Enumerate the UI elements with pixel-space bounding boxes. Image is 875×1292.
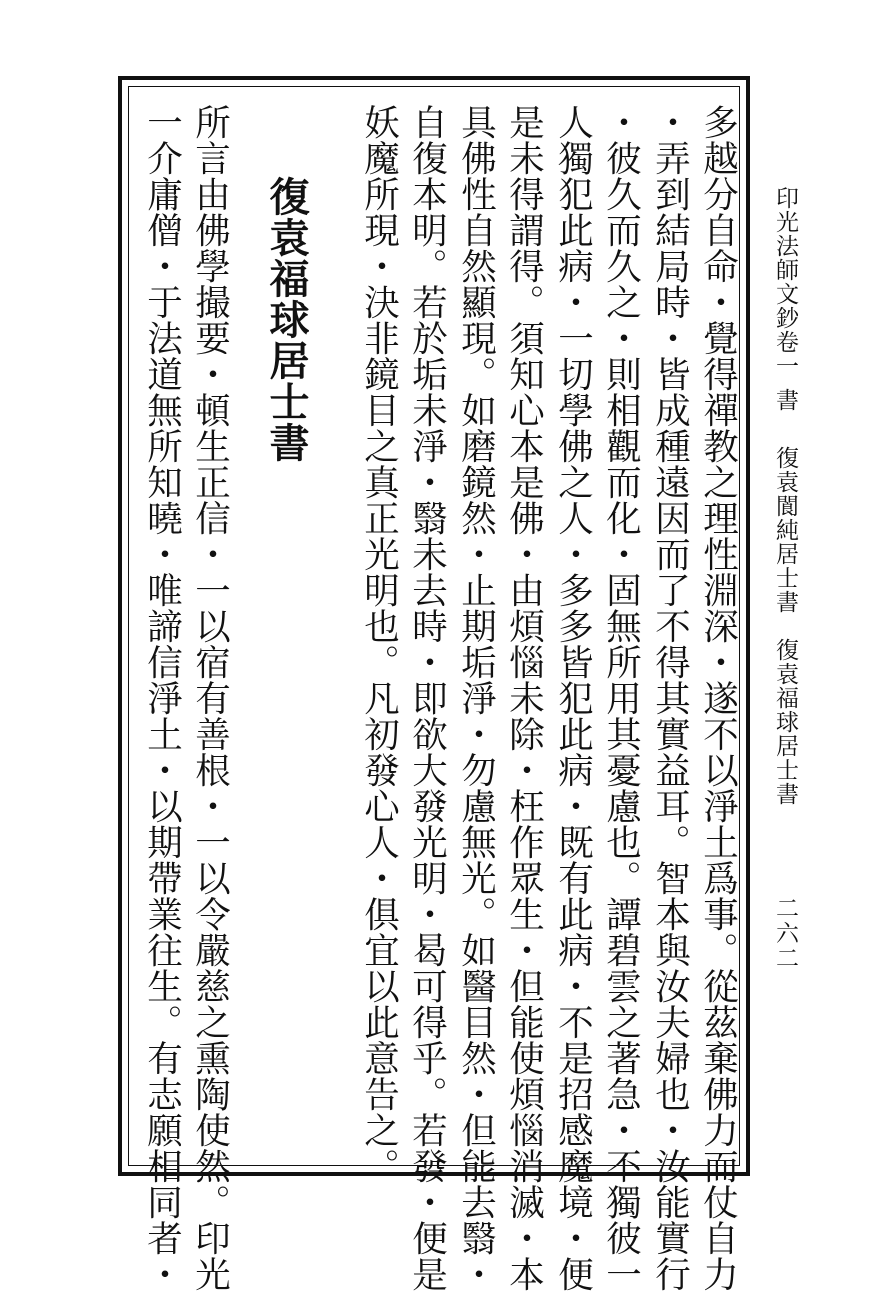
running-book-title: 印光法師文鈔卷一 <box>772 186 798 378</box>
page-number: 二六二 <box>772 896 798 971</box>
text-column-9: 所言由佛學撮要・頓生正信・一以宿有善根・一以令嚴慈之熏陶使然。印光 <box>189 104 231 1292</box>
text-column-7: 自復本明。若於垢未淨・翳未去時・即欲大發光明・曷可得乎。若發・便是 <box>406 104 448 1292</box>
text-column-8: 妖魔所現・決非鏡目之真正光明也。凡初發心人・俱宜以此意告之。 <box>358 104 400 1184</box>
letter-title: 復袁福球居士書 <box>263 176 310 463</box>
running-chapter: 書 <box>772 388 798 412</box>
text-column-3: ・彼久而久之・則相觀而化・固無所用其憂慮也。譚碧雲之著急・不獨彼一 <box>600 104 642 1292</box>
text-column-6: 具佛性自然顯現。如磨鏡然・止期垢淨・勿慮無光。如醫目然・但能去翳・ <box>455 104 497 1292</box>
text-column-4: 人獨犯此病・一切學佛之人・多多皆犯此病・既有此病・不是招感魔境・便 <box>552 104 594 1292</box>
text-column-5: 是未得謂得。須知心本是佛・由煩惱未除・枉作眾生・但能使煩惱消滅・本 <box>503 104 545 1292</box>
text-column-1: 多越分自命・覺得禪教之理性淵深・遂不以淨土爲事。從茲棄佛力而仗自力 <box>697 104 739 1292</box>
text-column-10: 一介庸僧・于法道無所知曉・唯諦信淨土・以期帶業往生。有志願相同者・ <box>141 104 183 1292</box>
running-letter-titles: 復袁閬純居士書 復袁福球居士書 <box>772 446 798 806</box>
text-column-2: ・弄到結局時・皆成種遠因而了不得其實益耳。智本與汝夫婦也・汝能實行 <box>649 104 691 1292</box>
